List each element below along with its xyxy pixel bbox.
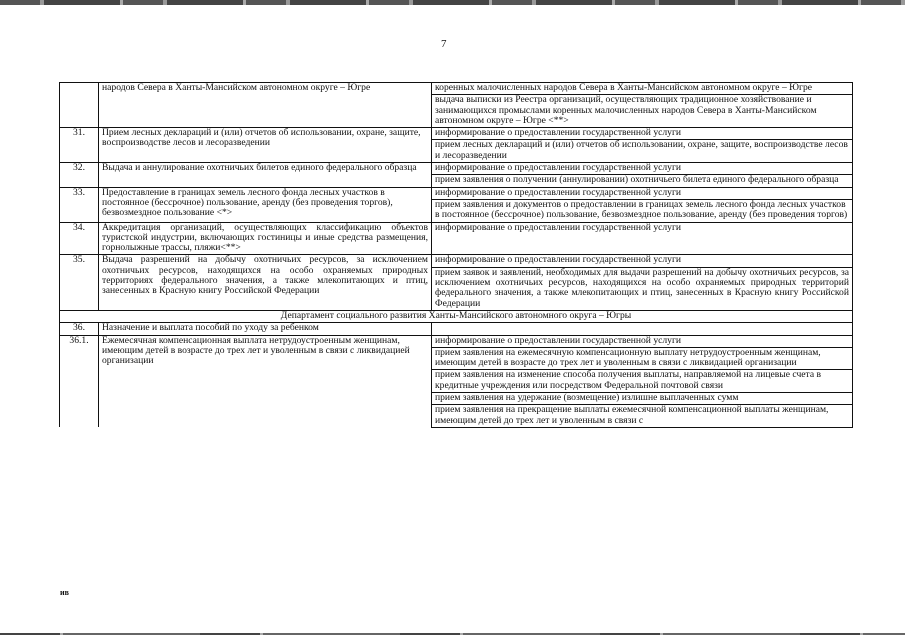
stage-item: прием заявления о получении (аннулировании) охотничьего билета единого федерального образца (432, 174, 852, 186)
stage-item: прием лесных деклараций и (или) отчетов об использовании, охране, защите, воспроизводстве лесов и лесоразведении (432, 139, 852, 162)
stages-cell (432, 255, 853, 310)
table-row (60, 323, 853, 335)
table-row (60, 83, 853, 128)
stage-item: прием заявления на ежемесячную компенсационную выплату нетрудоустроенным женщинам, имеющим детей в возрасте до трех лет и уволенным в связи с ликвидацией организации (432, 347, 852, 370)
service-name: Аккредитация организаций, осуществляющих классификацию объектов туристской индустрии, включающих гостиницы и иные средства размещения, горнолыжные трассы, пляжи<**> (99, 222, 432, 255)
table-row (60, 335, 853, 427)
table-row (60, 128, 853, 163)
stage-item: выдача выписки из Реестра организаций, осуществляющих традиционное хозяйствование и занимающихся промыслами коренных малочисленных народов Севера в Ханты-Мансийском автономном округе – Югре <**> (432, 94, 852, 127)
stage-item: информирование о предоставлении государственной услуги (435, 186, 682, 198)
stages-cell (432, 323, 853, 335)
service-name: Прием лесных деклараций и (или) отчетов об использовании, охране, защите, воспроизводстве лесов и лесоразведении (99, 128, 432, 163)
service-name: Предоставление в границах земель лесного фонда лесных участков в постоянное (бессрочное) пользование, аренду (без проведения торгов), безвозмездное пользование <*> (99, 187, 432, 222)
stage-item: информирование о предоставлении государственной услуги (435, 221, 682, 233)
table-row (60, 163, 853, 188)
stage-item: информирование о предоставлении государственной услуги (435, 127, 682, 139)
scan-edge-bottom (0, 633, 905, 635)
table-row (60, 255, 853, 310)
stages-cell (432, 163, 853, 188)
row-number: 35. (60, 255, 99, 310)
stages-cell (432, 187, 853, 222)
page-number: 7 (441, 38, 447, 50)
service-name: Назначение и выплата пособий по уходу за ребенком (99, 323, 432, 335)
row-number: 36.1. (60, 335, 99, 427)
service-name: Ежемесячная компенсационная выплата нетрудоустроенным женщинам, имеющим детей в возрасте до трех лет и уволенным в связи с ликвидацией организации (99, 335, 432, 427)
department-heading: Департамент социального развития Ханты-Мансийского автономного округа – Югры (60, 310, 853, 322)
stage-item: прием заявления на изменение способа получения выплаты, направляемой на лицевые счета в кредитные учреждения или посредством Федеральной почтовой связи (432, 369, 852, 392)
stage-item: прием заявления на прекращение выплаты ежемесячной компенсационной выплаты женщинам, имеющим детей до трех лет и уволенным в связи с (432, 404, 852, 427)
stage-item: прием заявления на удержание (возмещение) излишне выплаченных сумм (432, 392, 852, 404)
footer-initials: ив (60, 588, 69, 597)
row-number: 31. (60, 128, 99, 163)
table-row (60, 187, 853, 222)
stage-item: информирование о предоставлении государственной услуги (435, 162, 682, 174)
stage-item: коренных малочисленных народов Севера в Ханты-Мансийском автономном округе – Югре (435, 82, 812, 93)
stages-cell (432, 335, 853, 427)
row-number: 32. (60, 163, 99, 188)
stage-item: прием заявления и документов о предоставлении в границах земель лесного фонда лесных участков в постоянное (бессрочное) пользование, безвозмездное пользование, аренду (без проведения торгов) (432, 199, 852, 222)
row-number: 33. (60, 187, 99, 222)
row-number (60, 83, 99, 128)
scan-edge-top (0, 0, 905, 5)
row-number: 36. (60, 323, 99, 335)
row-number: 34. (60, 222, 99, 255)
table-row (60, 222, 853, 255)
department-row (60, 310, 853, 322)
stages-cell (432, 128, 853, 163)
service-name: Выдача и аннулирование охотничьих билетов единого федерального образца (99, 163, 432, 188)
services-table (59, 82, 853, 428)
stage-item: прием заявок и заявлений, необходимых для выдачи разрешений на добычу охотничьих ресурсов, за исключением охотничьих ресурсов, находящихся на особо охраняемых природных территорий федерального значения, а также млекопитающих и птиц, занесенных в Красную книгу Российской Федерации (432, 267, 852, 310)
stages-cell (432, 222, 853, 255)
stages-cell (432, 83, 853, 128)
service-name: Выдача разрешений на добычу охотничьих ресурсов, за исключением охотничьих ресурсов, находящихся на особо охраняемых природных территориях федерального значения, а также млекопитающих и птиц, занесенных в Красную книгу Российской Федерации (99, 255, 432, 310)
stage-item: информирование о предоставлении государственной услуги (435, 334, 682, 346)
stage-item: информирование о предоставлении государственной услуги (435, 254, 682, 266)
service-name: народов Севера в Ханты-Мансийском автономном округе – Югре (99, 83, 432, 128)
